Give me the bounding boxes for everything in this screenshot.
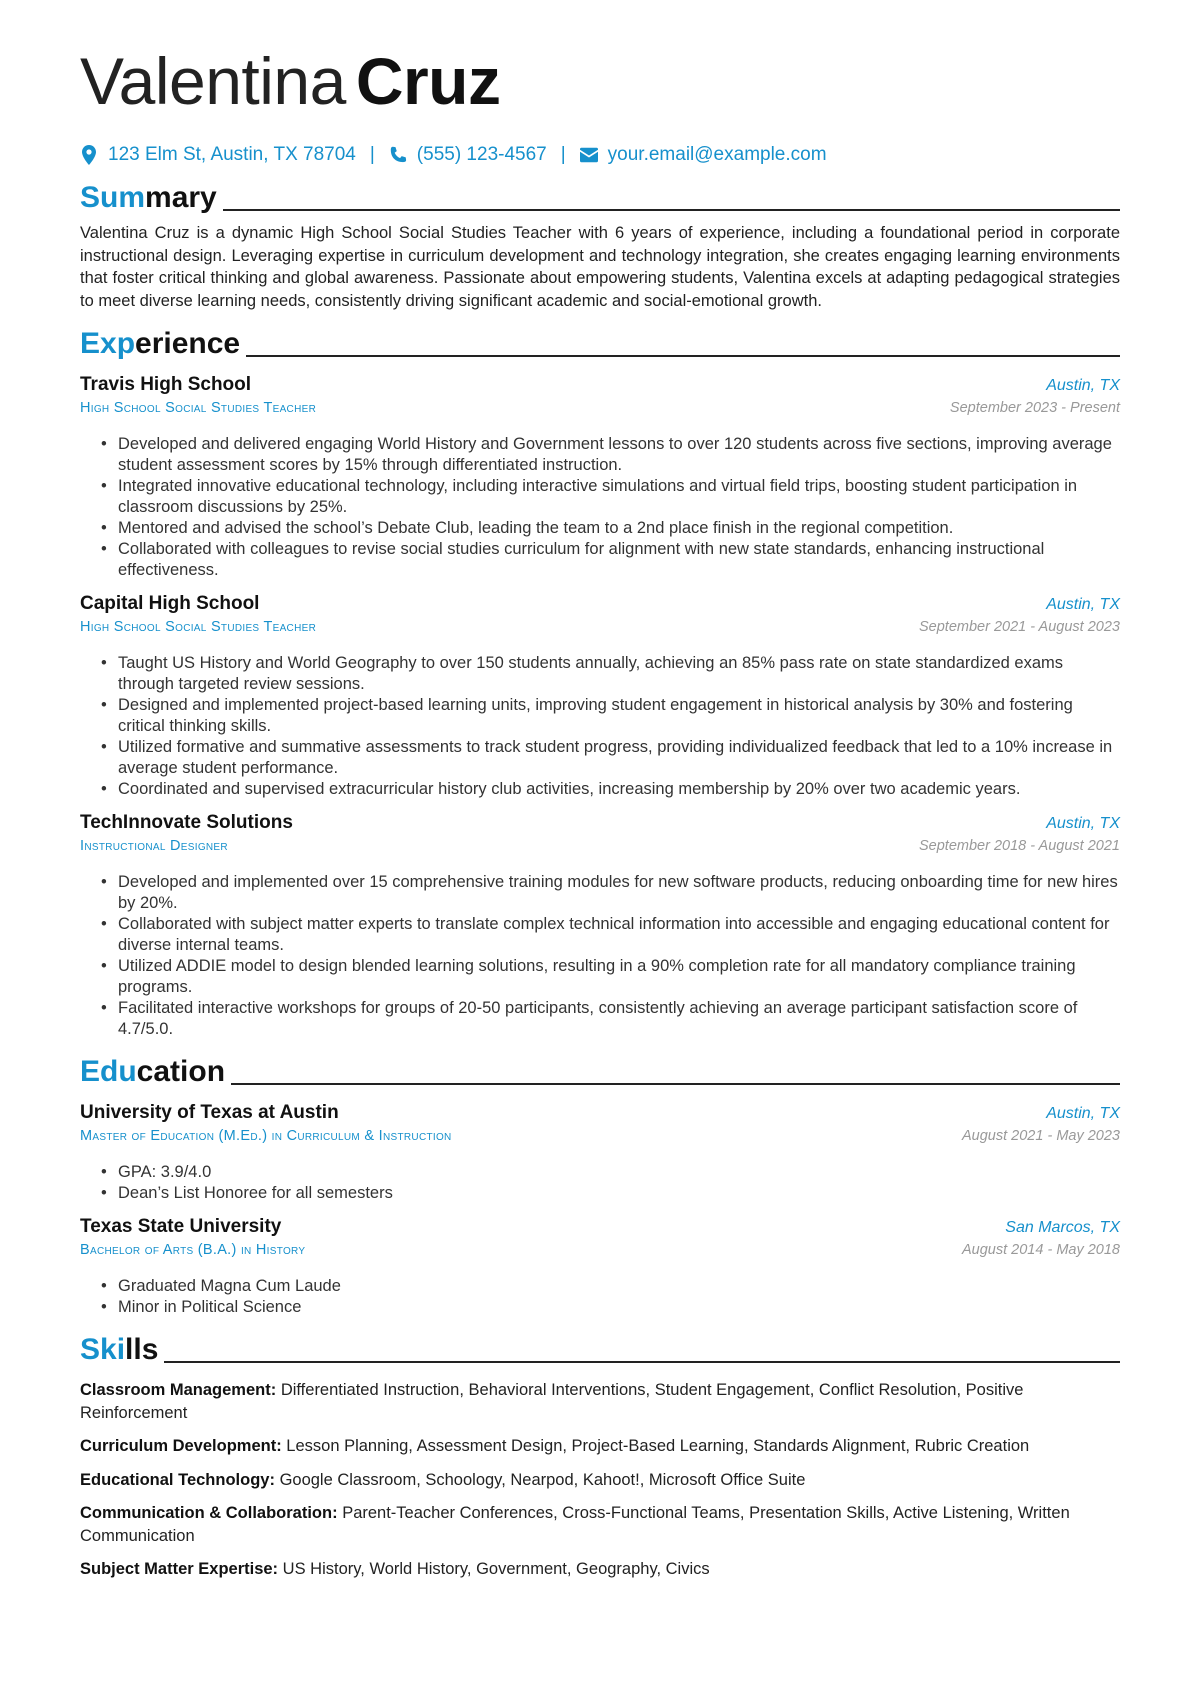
email-link[interactable]: your.email@example.com	[607, 144, 827, 165]
skill-values: Google Classroom, Schoology, Nearpod, Kahoot!, Microsoft Office Suite	[279, 1470, 806, 1489]
experience-heading	[80, 322, 1120, 362]
entry-header	[80, 593, 1120, 619]
entry-header	[80, 374, 1120, 400]
skill-category: Subject Matter Expertise:	[80, 1560, 279, 1578]
skill-category: Communication & Collaboration:	[80, 1504, 338, 1522]
contact-separator: |	[560, 144, 566, 165]
entry-role: Master of Education (M.Ed.) in Curriculum & Instruction	[80, 1128, 452, 1144]
organization-name: Travis High School	[80, 374, 252, 395]
entry-dates: September 2018 - August 2021	[919, 838, 1120, 854]
summary-title-accent: Sum	[80, 181, 146, 214]
experience-list	[80, 374, 1120, 1040]
candidate-name	[80, 36, 1120, 126]
bullet-item: • Coordinated and supervised extracurricular history club activities, increasing membership by 20% over two academic years.	[118, 779, 1120, 800]
phone-icon	[389, 144, 407, 166]
section-rule	[231, 1083, 1120, 1085]
entry-location: Austin, TX	[1046, 377, 1120, 394]
last-name: Cruz	[355, 44, 501, 118]
bullet-list	[80, 1276, 1120, 1318]
skills-title-accent: Ski	[80, 1333, 126, 1366]
skill-row	[80, 1558, 1120, 1581]
bullet-item: • Graduated Magna Cum Laude	[118, 1276, 1120, 1297]
entry-subheader	[80, 619, 1120, 641]
skill-category: Classroom Management:	[80, 1381, 277, 1399]
entry-header	[80, 1216, 1120, 1242]
organization-name: Texas State University	[80, 1216, 282, 1237]
experience-entry	[80, 374, 1120, 581]
entry-role: Bachelor of Arts (B.A.) in History	[80, 1242, 306, 1258]
bullet-item: • Dean’s List Honoree for all semesters	[118, 1183, 1120, 1204]
entry-location: San Marcos, TX	[1005, 1219, 1120, 1236]
first-name: Valentina	[80, 44, 346, 118]
bullet-item: • Minor in Political Science	[118, 1297, 1120, 1318]
education-list	[80, 1102, 1120, 1318]
experience-entry	[80, 812, 1120, 1040]
bullet-item: • Collaborated with colleagues to revise social studies curriculum for alignment with new state standards, enhancing instructional effectiveness.	[118, 539, 1120, 581]
summary-heading	[80, 176, 1120, 216]
section-rule	[246, 355, 1120, 357]
skill-values: Parent-Teacher Conferences, Cross-Functional Teams, Presentation Skills, Active Listening, Written Communication	[80, 1504, 1070, 1545]
organization-name: Capital High School	[80, 593, 260, 614]
skills-list	[80, 1379, 1120, 1581]
entry-dates: August 2014 - May 2018	[962, 1242, 1120, 1258]
entry-dates: September 2021 - August 2023	[919, 619, 1120, 635]
entry-subheader	[80, 1242, 1120, 1264]
entry-header	[80, 812, 1120, 838]
bullet-list	[80, 434, 1120, 581]
organization-name: TechInnovate Solutions	[80, 812, 293, 833]
experience-title-accent: Exp	[80, 327, 136, 360]
contact-email[interactable]	[580, 144, 827, 166]
bullet-item: • Mentored and advised the school’s Debate Club, leading the team to a 2nd place finish in the regional competition.	[118, 518, 1120, 539]
bullet-item: • Facilitated interactive workshops for groups of 20-50 participants, consistently achieving an average participant satisfaction score of 4.7/5.0.	[118, 998, 1120, 1040]
entry-location: Austin, TX	[1046, 1105, 1120, 1122]
entry-subheader	[80, 1128, 1120, 1150]
bullet-list	[80, 872, 1120, 1040]
envelope-icon	[580, 144, 598, 166]
entry-dates: August 2021 - May 2023	[962, 1128, 1120, 1144]
skills-title-rest: lls	[125, 1333, 159, 1366]
bullet-item: • Integrated innovative educational technology, including interactive simulations and virtual field trips, boosting student participation in classroom discussions by 25%.	[118, 476, 1120, 518]
bullet-item: • Utilized formative and summative assessments to track student progress, providing individualized feedback that led to a 10% increase in average student performance.	[118, 737, 1120, 779]
bullet-item: • Utilized ADDIE model to design blended learning solutions, resulting in a 90% completion rate for all mandatory compliance training programs.	[118, 956, 1120, 998]
summary-text: Valentina Cruz is a dynamic High School Social Studies Teacher with 6 years of experience, including a foundational period in corporate instructional design. Leveraging expertise in curriculum development and technology integration, she creates engaging learning environments that foster critical thinking and global awareness. Passionate about empowering students, Valentina excels at adapting pedagogical strategies to meet diverse learning needs, consistently driving significant academic and social-emotional growth.	[80, 224, 1120, 310]
skill-row	[80, 1379, 1120, 1424]
entry-subheader	[80, 838, 1120, 860]
resume-page	[80, 36, 1120, 1581]
address-text: 123 Elm St, Austin, TX 78704	[108, 144, 356, 165]
section-rule	[223, 209, 1120, 211]
experience-entry	[80, 593, 1120, 800]
contact-line	[80, 140, 1120, 170]
skill-category: Educational Technology:	[80, 1470, 275, 1489]
experience-title-rest: erience	[135, 327, 241, 360]
skill-values: US History, World History, Government, Geography, Civics	[282, 1560, 710, 1578]
contact-phone[interactable]	[389, 144, 547, 166]
skill-category: Curriculum Development:	[80, 1437, 282, 1455]
entry-role: High School Social Studies Teacher	[80, 619, 317, 635]
skill-values: Lesson Planning, Assessment Design, Project-Based Learning, Standards Alignment, Rubric Creation	[286, 1437, 1030, 1455]
entry-header	[80, 1102, 1120, 1128]
skill-row	[80, 1502, 1120, 1547]
entry-location: Austin, TX	[1046, 596, 1120, 613]
phone-text[interactable]: (555) 123-4567	[416, 144, 547, 165]
skills-heading	[80, 1328, 1120, 1368]
education-entry	[80, 1102, 1120, 1204]
bullet-list	[80, 1162, 1120, 1204]
skill-row	[80, 1435, 1120, 1458]
contact-address	[80, 144, 356, 166]
summary-title-rest: mary	[145, 181, 217, 214]
entry-subheader	[80, 400, 1120, 422]
education-heading	[80, 1050, 1120, 1090]
contact-separator: |	[369, 144, 375, 165]
bullet-item: • Developed and delivered engaging World History and Government lessons to over 120 students across five sections, improving average student assessment scores by 15% through differentiated instruction.	[118, 434, 1120, 476]
bullet-list	[80, 653, 1120, 800]
map-pin-icon	[80, 144, 98, 166]
entry-role: Instructional Designer	[80, 838, 228, 854]
bullet-item: • Taught US History and World Geography to over 150 students annually, achieving an 85% pass rate on state standardized exams through targeted review sessions.	[118, 653, 1120, 695]
skill-values: Differentiated Instruction, Behavioral Interventions, Student Engagement, Conflict Resolution, Positive Reinforcement	[80, 1381, 1024, 1422]
bullet-item: • Designed and implemented project-based learning units, improving student engagement in historical analysis by 30% and fostering critical thinking skills.	[118, 695, 1120, 737]
education-title-accent: Edu	[80, 1055, 137, 1088]
section-rule	[164, 1361, 1120, 1363]
entry-dates: September 2023 - Present	[949, 400, 1120, 416]
bullet-item: • Collaborated with subject matter experts to translate complex technical information into accessible and engaging educational content for diverse internal teams.	[118, 914, 1120, 956]
bullet-item: • Developed and implemented over 15 comprehensive training modules for new software products, reducing onboarding time for new hires by 20%.	[118, 872, 1120, 914]
organization-name: University of Texas at Austin	[80, 1102, 339, 1123]
education-entry	[80, 1216, 1120, 1318]
skill-row	[80, 1469, 1120, 1492]
entry-role: High School Social Studies Teacher	[80, 400, 317, 416]
entry-location: Austin, TX	[1046, 815, 1120, 832]
education-title-rest: cation	[136, 1055, 226, 1088]
bullet-item: • GPA: 3.9/4.0	[118, 1162, 1120, 1183]
